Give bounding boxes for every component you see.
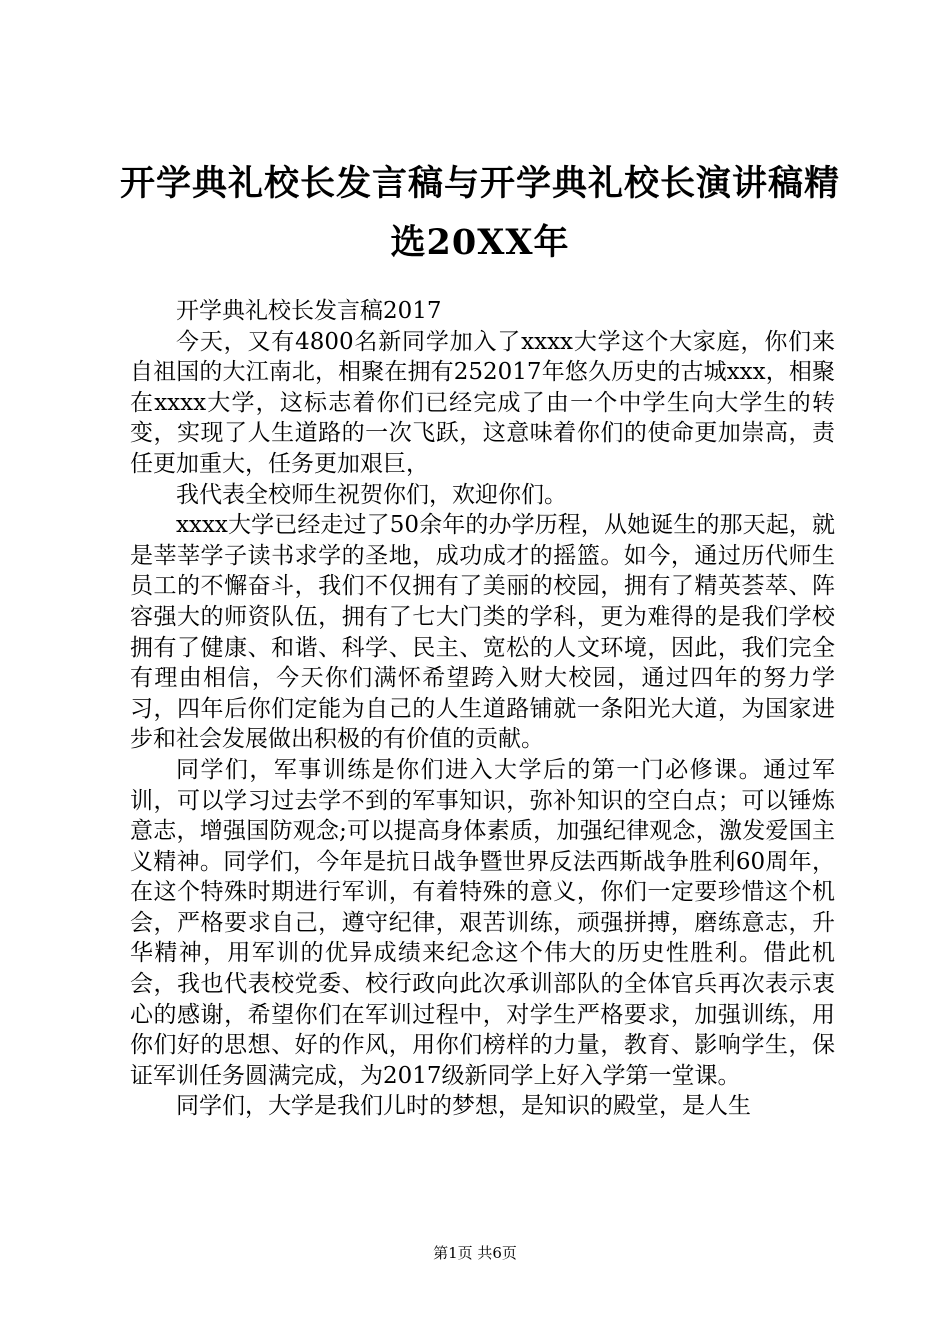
title-line-2: 选20XX年	[390, 222, 570, 263]
document-title	[120, 154, 840, 272]
body-paragraph: xxxx大学已经走过了50余年的办学历程，从她诞生的那天起，就是莘莘学子读书求学的圣地，成功成才的摇篮。如今，通过历代师生员工的不懈奋斗，我们不仅拥有了美丽的校园，拥有了精英荟萃、阵容强大的师资队伍，拥有了七大门类的学科，更为难得的是我们学校拥有了健康、和谐、科学、民主、宽松的人文环境，因此，我们完全有理由相信，今天你们满怀希望跨入财大校园，通过四年的努力学习，四年后你们定能为自己的人生道路铺就一条阳光大道，为国家进步和社会发展做出积极的有价值的贡献。	[130, 512, 835, 753]
body-paragraph: 同学们，大学是我们儿时的梦想，是知识的殿堂，是人生	[176, 1093, 751, 1120]
section-heading: 开学典礼校长发言稿2017	[176, 298, 442, 324]
page-number-footer: 第1页 共6页	[433, 1244, 517, 1262]
document-body	[130, 296, 835, 1122]
title-line-1: 开学典礼校长发言稿与开学典礼校长演讲稿精	[120, 163, 841, 204]
body-paragraph: 同学们，军事训练是你们进入大学后的第一门必修课。通过军训，可以学习过去学不到的军事知识，弥补知识的空白点；可以锤炼意志，增强国防观念;可以提高身体素质，加强纪律观念，激发爱国主义精神。同学们，今年是抗日战争暨世界反法西斯战争胜利60周年，在这个特殊时期进行军训，有着特殊的意义，你们一定要珍惜这个机会，严格要求自己，遵守纪律，艰苦训练，顽强拼搏，磨练意志，升华精神，用军训的优异成绩来纪念这个伟大的历史性胜利。借此机会，我也代表校党委、校行政向此次承训部队的全体官兵再次表示衷心的感谢，希望你们在军训过程中，对学生严格要求，加强训练，用你们好的思想、好的作风，用你们榜样的力量，教育、影响学生，保证军训任务圆满完成，为2017级新同学上好入学第一堂课。	[130, 756, 835, 1089]
body-paragraph: 今天，又有4800名新同学加入了xxxx大学这个大家庭，你们来自祖国的大江南北，相聚在拥有252017年悠久历史的古城xxx，相聚在xxxx大学，这标志着你们已经完成了由一个中学生向大学生的转变，实现了人生道路的一次飞跃，这意味着你们的使命更加崇高，责任更加重大，任务更加艰巨，	[130, 328, 835, 477]
body-paragraph: 我代表全校师生祝贺你们，欢迎你们。	[176, 481, 567, 508]
